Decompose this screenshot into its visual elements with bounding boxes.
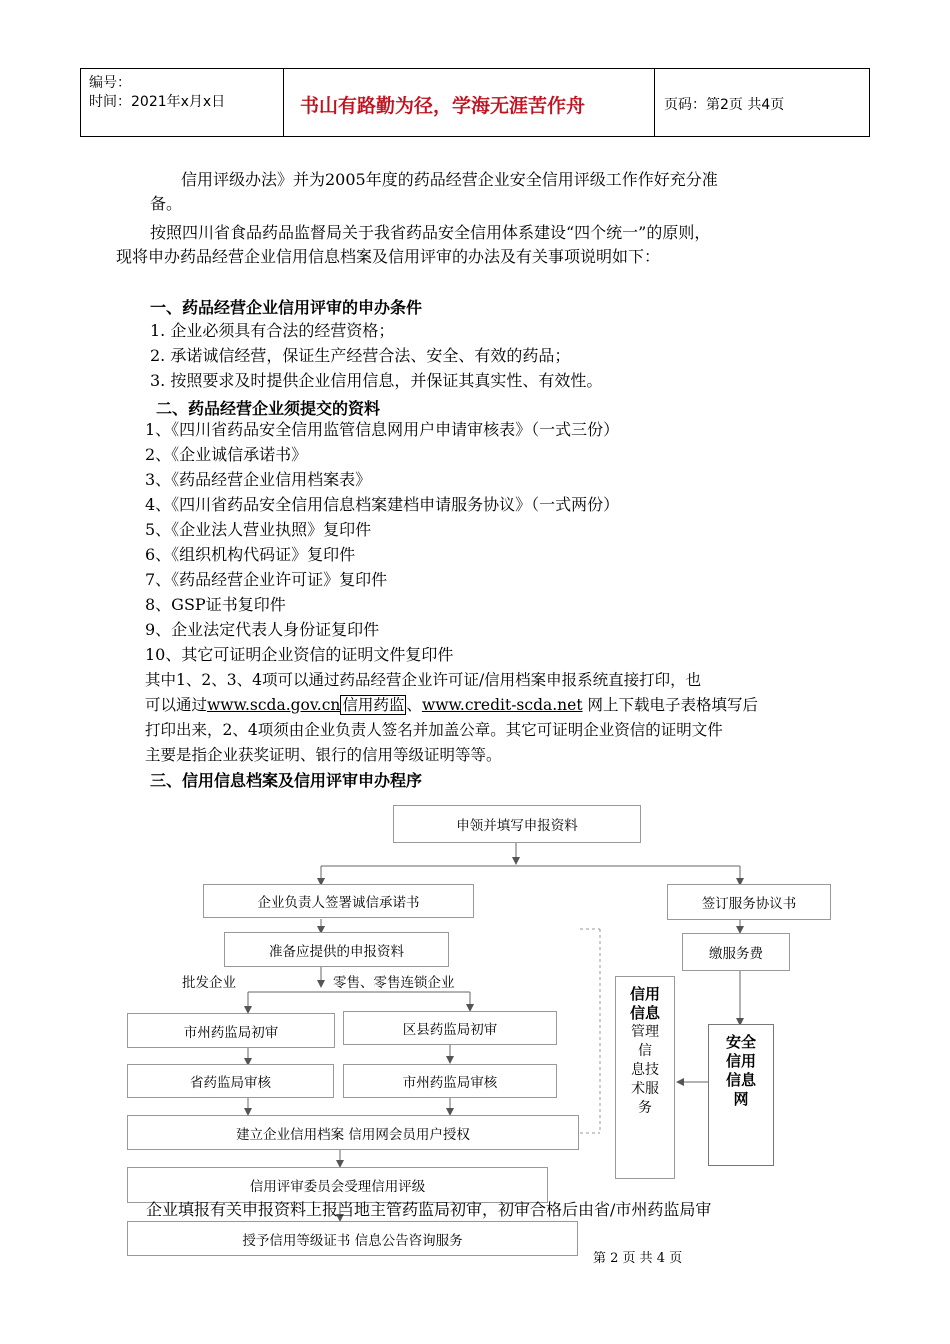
paragraph-line: 现将申办药品经营企业信用信息档案及信用评审的办法及有关事项说明如下： (116, 247, 661, 266)
safety-net-text: 信用 (725, 1052, 756, 1070)
material-item: 3、《药品经营企业信用档案表》 (145, 470, 372, 489)
paragraph-line: 信用评级办法》并为2005年度的药品经营企业安全信用评级工作作好充分准 (181, 170, 718, 189)
wholesale-label: 批发企业 (182, 975, 236, 991)
material-item: 2、《企业诚信承诺书》 (145, 445, 308, 464)
material-item: 8、GSP证书复印件 (145, 595, 286, 614)
footer-page-info: 第 2 页 共 4 页 (593, 1251, 683, 1266)
flow-certificate-box: 授予信用等级证书 信息公告咨询服务 (127, 1221, 578, 1256)
material-item: 5、《企业法人营业执照》复印件 (145, 520, 372, 539)
note-text: 可以通过 (145, 696, 208, 714)
credit-scda-link[interactable]: www.credit-scda.net (421, 696, 583, 714)
flow-committee-box: 信用评审委员会受理信用评级 (127, 1167, 548, 1203)
flow-sign-commitment-box: 企业负责人签署诚信承诺书 (203, 884, 474, 918)
material-item: 6、《组织机构代码证》复印件 (145, 545, 356, 564)
material-item: 10、其它可证明企业资信的证明文件复印件 (145, 645, 454, 664)
material-item: 1、《四川省药品安全信用监管信息网用户申请审核表》（一式三份） (145, 420, 620, 439)
header-page-info: 页码：第2页 共4页 (664, 97, 785, 113)
section-heading: 三、信用信息档案及信用评审申办程序 (150, 771, 423, 790)
flow-sign-agreement-box: 签订服务协议书 (667, 884, 831, 920)
credit-drug-supervision-label: 信用药监 (342, 696, 405, 714)
tech-service-text: 息技 (631, 1062, 659, 1078)
overlap-text-line: 企业填报有关申报资料上报当地主管药监局初审，初审合格后由省/市州药监局审 (146, 1200, 712, 1219)
section-heading: 二、药品经营企业须提交的资料 (156, 399, 381, 418)
flow-province-review-box: 省药监局审核 (127, 1064, 334, 1098)
safety-net-text: 信息 (725, 1071, 756, 1089)
retail-label: 零售、零售连锁企业 (333, 975, 455, 991)
section-heading: 一、药品经营企业信用评审的申办条件 (150, 298, 423, 317)
flow-build-archive-box: 建立企业信用档案 信用网会员用户授权 (127, 1115, 579, 1150)
flow-start-box: 申领并填写申报资料 (393, 805, 641, 843)
tech-service-text: 术服 (631, 1081, 659, 1097)
flow-city-review-box: 市州药监局审核 (343, 1064, 557, 1098)
paragraph-line: 备。 (150, 194, 183, 213)
condition-item: 1. 企业必须具有合法的经营资格； (150, 321, 395, 340)
scda-link[interactable]: www.scda.gov.cn (207, 696, 341, 714)
note-line: 其中1、2、3、4项可以通过药品经营企业许可证/信用档案申报系统直接打印，也 (145, 671, 702, 689)
note-line: 打印出来，2、4项须由企业负责人签名并加盖公章。其它可证明企业资信的证明文件 (145, 721, 723, 739)
tech-service-text: 务 (638, 1100, 652, 1116)
condition-item: 2. 承诺诚信经营，保证生产经营合法、安全、有效的药品； (150, 346, 571, 365)
flow-pay-fee-box: 缴服务费 (682, 933, 790, 971)
material-item: 4、《四川省药品安全信用信息档案建档申请服务协议》（一式两份） (145, 495, 620, 514)
tech-service-text: 信息 (629, 1004, 660, 1022)
tech-service-text: 信 (638, 1043, 652, 1059)
flow-county-first-review-box: 区县药监局初审 (343, 1011, 557, 1045)
flow-prepare-box: 准备应提供的申报资料 (224, 932, 449, 967)
flow-safety-net-box (708, 1024, 774, 1166)
document-number-label: 编号： (89, 75, 131, 91)
paragraph-line: 按照四川省食品药品监督局关于我省药品安全信用体系建设“四个统一”的原则， (150, 223, 711, 242)
flow-tech-service-box (615, 976, 675, 1179)
flow-city-first-review-box: 市州药监局初审 (127, 1013, 335, 1048)
note-separator: 、 (406, 696, 422, 714)
condition-item: 3. 按照要求及时提供企业信用信息，并保证其真实性、有效性。 (150, 371, 603, 390)
safety-net-text: 网 (733, 1090, 749, 1108)
material-item: 9、企业法定代表人身份证复印件 (145, 620, 380, 639)
document-date: 时间：2021年x月x日 (89, 94, 226, 110)
tech-service-text: 信用 (629, 985, 660, 1003)
safety-net-text: 安全 (725, 1033, 756, 1051)
material-item: 7、《药品经营企业许可证》复印件 (145, 570, 388, 589)
note-text: 网上下载电子表格填写后 (582, 696, 758, 714)
header-motto: 书山有路勤为径，学海无涯苦作舟 (300, 95, 586, 117)
note-line: 主要是指企业获奖证明、银行的信用等级证明等等。 (145, 746, 502, 764)
tech-service-text: 管理 (631, 1024, 659, 1040)
